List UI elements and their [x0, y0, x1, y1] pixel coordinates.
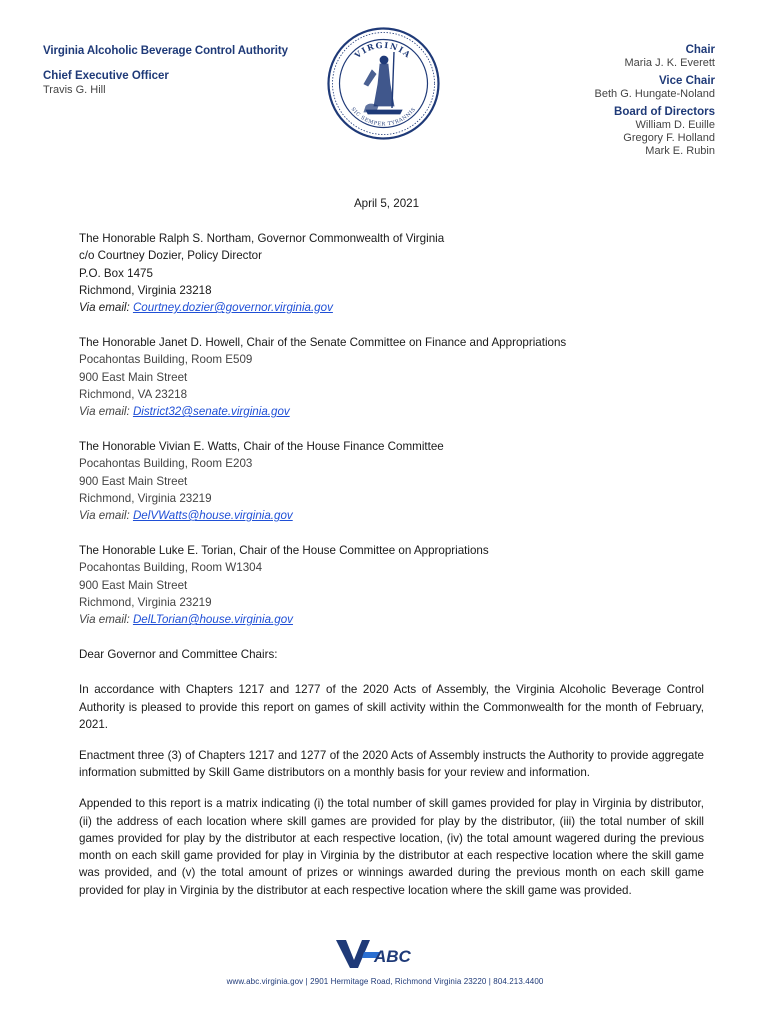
vice-chair-name: Beth G. Hungate-Noland: [594, 88, 715, 100]
via-email-label: Via email:: [79, 613, 130, 627]
recipient-address-line: Richmond, Virginia 23219: [79, 595, 212, 609]
recipient-block: [79, 230, 704, 316]
recipient-email-line: [79, 507, 704, 524]
board-member: Gregory F. Holland: [623, 132, 715, 144]
recipient-address-line: Richmond, VA 23218: [79, 387, 188, 401]
recipient-email-link[interactable]: District32@senate.virginia.gov: [132, 405, 290, 419]
letterhead-right: [595, 44, 715, 158]
salutation: Dear Governor and Committee Chairs:: [79, 648, 278, 662]
virginia-abc-logo-icon: [334, 936, 420, 970]
via-email-label: Via email:: [79, 301, 130, 315]
recipient-email-line: [79, 299, 704, 316]
recipient-address-line: Pocahontas Building, Room E203: [79, 457, 253, 471]
seal-text-bottom: SIC SEMPER TYRANNIS: [349, 106, 418, 128]
recipient-address-line: Richmond, Virginia 23219: [79, 491, 212, 505]
recipient-address-line: 900 East Main Street: [79, 474, 188, 488]
recipient-name: The Honorable Janet D. Howell, Chair of the Senate Committee on Finance and Appropriations: [79, 336, 567, 350]
recipient-address-line: Pocahontas Building, Room E509: [79, 353, 253, 367]
letter-body: [79, 195, 704, 899]
recipient-address-line: 900 East Main Street: [79, 370, 188, 384]
board-title: Board of Directors: [614, 106, 715, 118]
board-member: William D. Euille: [635, 119, 715, 131]
logo-abc-text: ABC: [374, 947, 411, 966]
virginia-seal-icon: [326, 26, 441, 141]
recipient-name: The Honorable Luke E. Torian, Chair of the House Committee on Appropriations: [79, 544, 489, 558]
via-email-label: Via email:: [79, 509, 130, 523]
footer-contact-line: www.abc.virginia.gov | 2901 Hermitage Road, Richmond Virginia 23220 | 804.213.4400: [226, 977, 544, 986]
body-paragraph: Enactment three (3) of Chapters 1217 and 1277 of the 2020 Acts of Assembly instructs the Authority to provide aggregate information submitted by Skill Game distributors on a monthly basis for your review and information.: [79, 749, 704, 780]
recipient-block: [79, 542, 704, 628]
letter-date: April 5, 2021: [353, 197, 420, 210]
organization-name: Virginia Alcoholic Beverage Control Authority: [43, 45, 288, 57]
recipient-block: [79, 438, 704, 524]
chair-name: Maria J. K. Everett: [624, 57, 715, 69]
board-member: Mark E. Rubin: [645, 145, 715, 157]
body-paragraph: In accordance with Chapters 1217 and 1277 of the 2020 Acts of Assembly, the Virginia Alcoholic Beverage Control Authority is pleased to provide this report on games of skill activity within the Commonwealth for the month of February, 2021.: [79, 683, 704, 731]
ceo-title: Chief Executive Officer: [43, 70, 169, 82]
recipient-block: [79, 334, 704, 420]
recipient-address-line: Richmond, Virginia 23218: [79, 283, 212, 297]
body-paragraph: Appended to this report is a matrix indicating (i) the total number of skill games provided for play in Virginia by distributor, (ii) the address of each location where skill games are provided for play by the distributor, (iii) the total number of skill games provided for play by the distributor at each respective location, (iv) the total amount wagered during the previous month on each skill game provided for play in Virginia by the distributor at each respective location where the skill game was provided, and (v) the total amount of prizes or winnings awarded during the previous month on each skill game provided for play in Virginia by the distributor at each respective location where the skill game was provided.: [79, 797, 704, 897]
recipient-address-line: Pocahontas Building, Room W1304: [79, 561, 263, 575]
via-email-label: Via email:: [79, 405, 130, 419]
seal-text-top: VIRGINIA: [352, 39, 414, 61]
recipient-email-line: [79, 611, 704, 628]
recipient-email-line: [79, 403, 704, 420]
recipient-email-link[interactable]: Courtney.dozier@governor.virginia.gov: [132, 301, 333, 315]
recipient-address-line: c/o Courtney Dozier, Policy Director: [79, 249, 262, 263]
recipient-name: The Honorable Ralph S. Northam, Governor Commonwealth of Virginia: [79, 232, 445, 246]
letterhead-left: [43, 44, 288, 97]
chair-title: Chair: [685, 44, 715, 56]
vice-chair-title: Vice Chair: [658, 75, 715, 87]
ceo-name: Travis G. Hill: [43, 84, 106, 96]
recipient-email-link[interactable]: DelLTorian@house.virginia.gov: [132, 613, 293, 627]
recipient-name: The Honorable Vivian E. Watts, Chair of the House Finance Committee: [79, 440, 444, 454]
recipient-email-link[interactable]: DelVWatts@house.virginia.gov: [132, 509, 293, 523]
recipient-address-line: 900 East Main Street: [79, 578, 188, 592]
recipient-address-line: P.O. Box 1475: [79, 266, 153, 280]
